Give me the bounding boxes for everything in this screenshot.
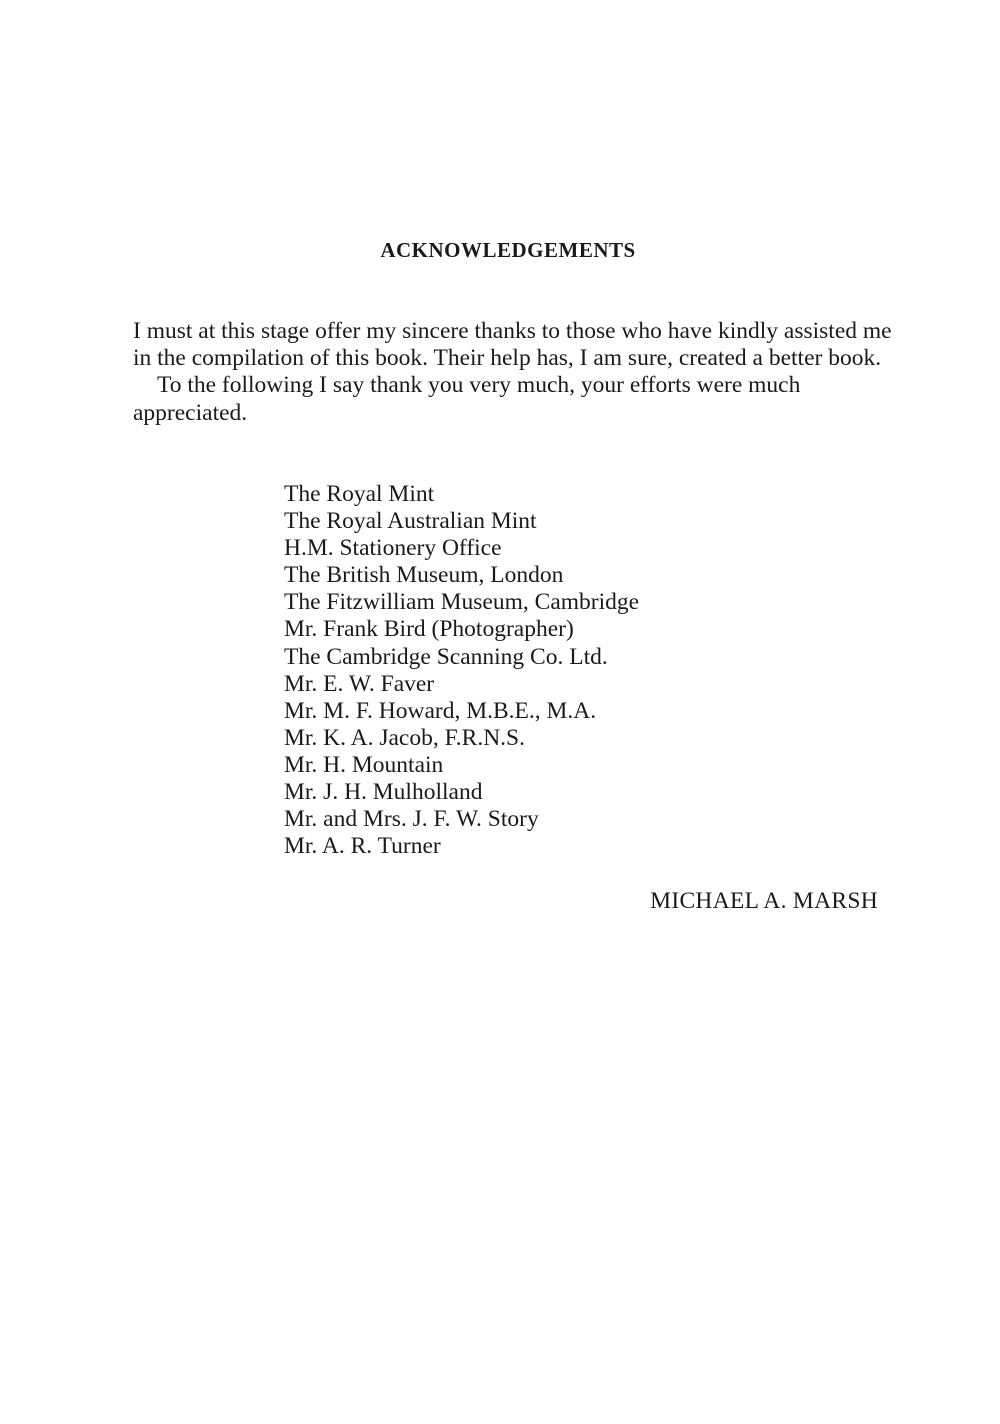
list-item: H.M. Stationery Office (284, 535, 502, 562)
intro-paragraph: To the following I say thank you very much, your efforts were much appreciated. (133, 372, 801, 426)
intro-text (133, 318, 893, 427)
list-item: The Fitzwilliam Museum, Cambridge (284, 589, 640, 616)
list-item: Mr. E. W. Faver (284, 670, 435, 697)
author-signature: MICHAEL A. MARSH (650, 888, 878, 914)
list-item: The British Museum, London (284, 562, 564, 589)
list-item: Mr. M. F. Howard, M.B.E., M.A. (284, 697, 597, 724)
list-item: Mr. J. H. Mulholland (284, 779, 483, 806)
list-item: Mr. and Mrs. J. F. W. Story (284, 806, 539, 833)
list-item: Mr. H. Mountain (284, 751, 444, 778)
list-item: The Royal Australian Mint (284, 508, 537, 535)
list-item: Mr. A. R. Turner (284, 833, 441, 860)
intro-paragraph: I must at this stage offer my sincere thanks to those who have kindly assisted me in the compilation of this book. Their help has, I am sure, created a better book. (133, 318, 892, 372)
list-item: The Cambridge Scanning Co. Ltd. (284, 643, 608, 670)
list-item: Mr. Frank Bird (Photographer) (284, 616, 574, 643)
list-item: The Royal Mint (284, 481, 435, 507)
acknowledged-list (284, 481, 639, 860)
list-item: Mr. K. A. Jacob, F.R.N.S. (284, 724, 525, 751)
page-title: ACKNOWLEDGEMENTS (380, 238, 636, 262)
